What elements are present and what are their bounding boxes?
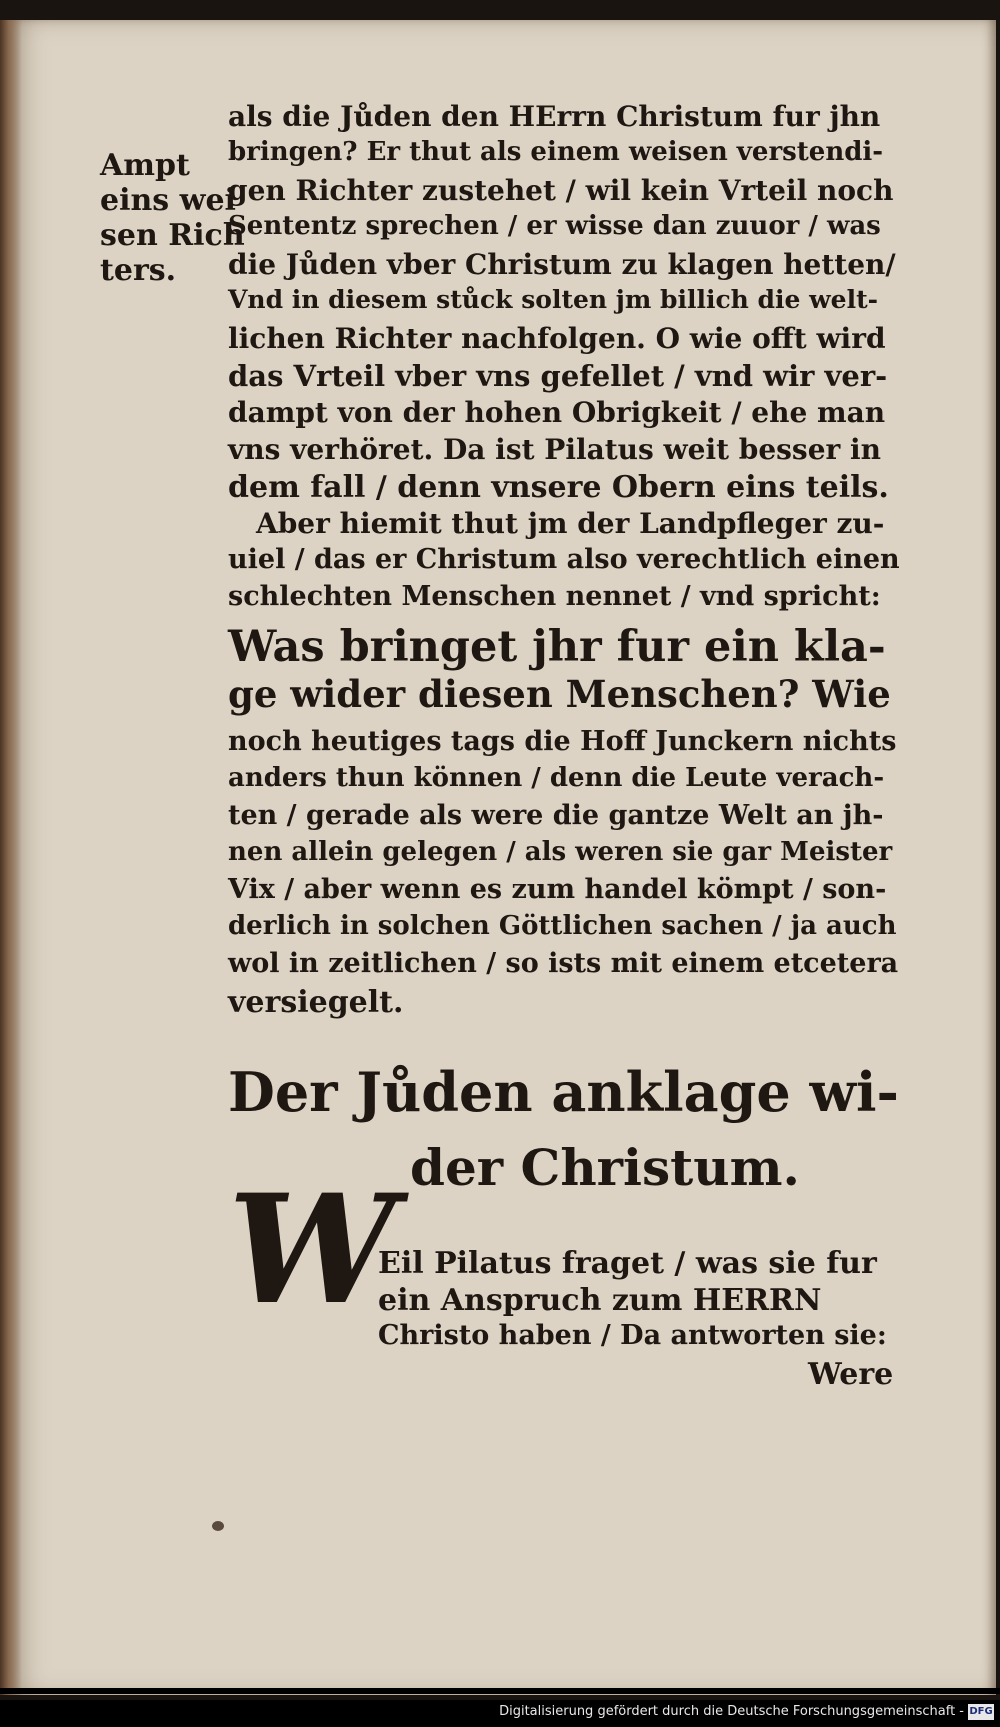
- body-text-line: gen Richter zustehet / wil kein Vrteil noch: [228, 174, 894, 207]
- body-text-line: dampt von der hohen Obrigkeit / ehe man: [228, 396, 886, 429]
- dfg-logo-icon: DFG: [968, 1704, 994, 1720]
- body-text-line: Vnd in diesem stůck solten jm billich die welt-: [228, 285, 878, 314]
- book-page: [0, 20, 996, 1695]
- margin-note-line: sen Rich: [100, 218, 245, 253]
- body-text-line: wol in zeitlichen / so ists mit einem etcetera: [228, 948, 899, 979]
- body-text-line: uiel / das er Christum also verechtlich einen: [228, 544, 900, 575]
- footer-text: Digitalisierung gefördert durch die Deutsche Forschungsgemeinschaft -: [499, 1704, 964, 1719]
- catchword: Were: [808, 1357, 894, 1392]
- footer-bar: [0, 1700, 1000, 1727]
- body-text-line: derlich in solchen Göttlichen sachen / ja auch: [228, 911, 897, 941]
- body-text-line: versiegelt.: [228, 985, 404, 1020]
- quote-line: Was bringet jhr fur ein kla-: [228, 622, 886, 672]
- body-text-line: Aber hiemit thut jm der Landpfleger zu-: [256, 507, 885, 540]
- body-text-line: nen allein gelegen / als weren sie gar Meister: [228, 837, 893, 867]
- body-text-line: dem fall / denn vnsere Obern eins teils.: [228, 470, 889, 505]
- body-text-line: schlechten Menschen nennet / vnd spricht:: [228, 581, 881, 612]
- margin-note-line: eins wei: [100, 183, 236, 218]
- body-text-line: Eil Pilatus fraget / was sie fur: [378, 1246, 877, 1281]
- body-text-line: ein Anspruch zum HERRN: [378, 1283, 822, 1318]
- margin-note-line: Ampt: [100, 148, 190, 183]
- quote-line: ge wider diesen Menschen? Wie: [228, 672, 891, 716]
- body-text-line: das Vrteil vber vns gefellet / vnd wir ver-: [228, 359, 888, 393]
- body-text-line: Christo haben / Da antworten sie:: [378, 1320, 887, 1351]
- margin-note-line: ters.: [100, 253, 177, 288]
- page-edge: [0, 1688, 1000, 1694]
- body-text-line: lichen Richter nachfolgen. O wie offt wird: [228, 322, 886, 355]
- body-text-line: die Jůden vber Christum zu klagen hetten/: [228, 248, 896, 281]
- section-heading: Der Jůden anklage wi-: [228, 1060, 899, 1124]
- body-text-line: bringen? Er thut als einem weisen verstendi-: [228, 137, 884, 167]
- body-text-line: vns verhöret. Da ist Pilatus weit besser in: [228, 433, 881, 466]
- body-text-line: Vix / aber wenn es zum handel kömpt / son-: [228, 874, 887, 905]
- body-text-line: noch heutiges tags die Hoff Junckern nichts: [228, 726, 897, 757]
- ink-spot: [212, 1521, 224, 1531]
- body-text-line: ten / gerade als were die gantze Welt an jh-: [228, 800, 884, 831]
- section-heading: der Christum.: [410, 1138, 800, 1197]
- body-text-line: anders thun können / denn die Leute verach-: [228, 763, 885, 793]
- drop-cap: W: [228, 1162, 397, 1338]
- body-text-line: Sententz sprechen / er wisse dan zuuor / was: [228, 211, 881, 241]
- body-text-line: als die Jůden den HErrn Christum fur jhn: [228, 100, 881, 133]
